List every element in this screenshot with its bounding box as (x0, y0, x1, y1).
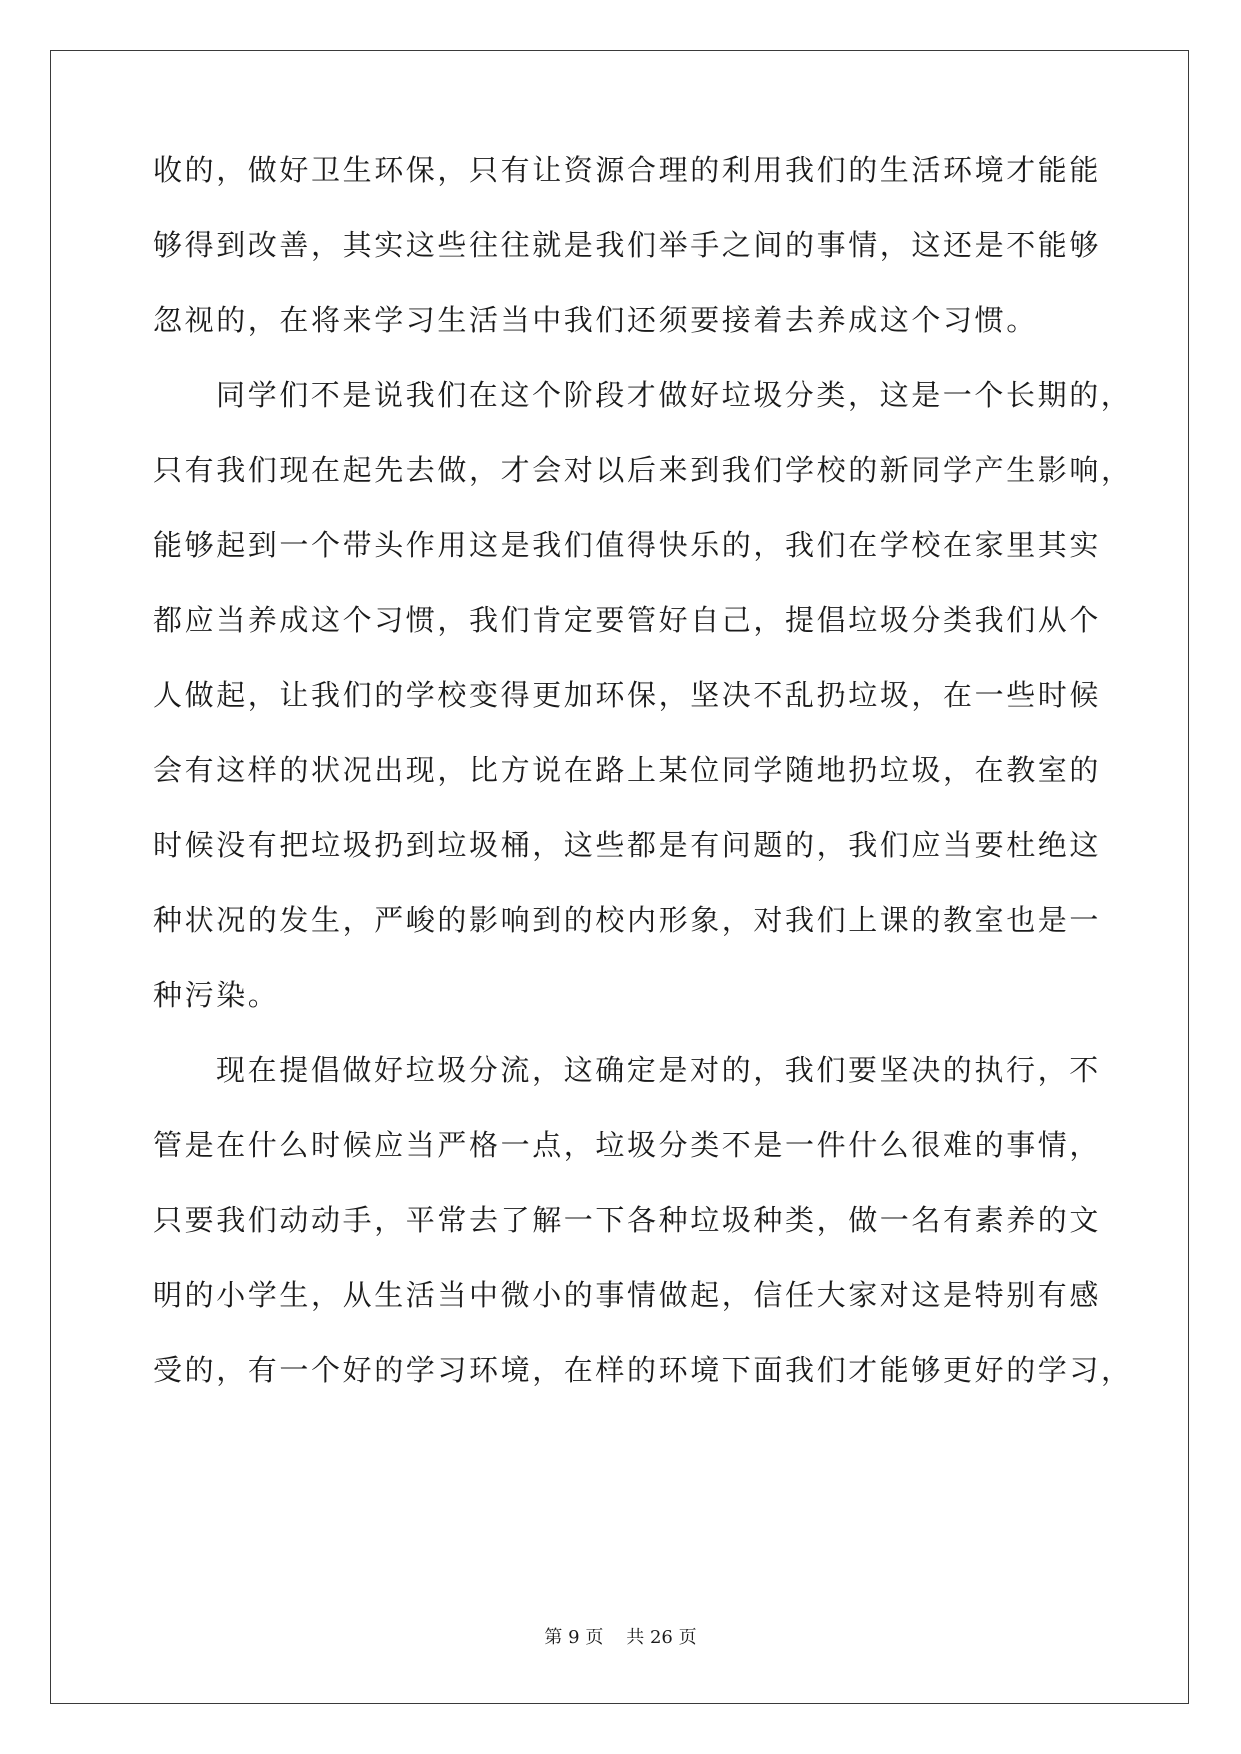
text-line: 收的，做好卫生环保，只有让资源合理的利用我们的生活环境才能能 (153, 153, 1102, 187)
text-line: 明的小学生，从生活当中微小的事情做起，信任大家对这是特别有感 (153, 1278, 1102, 1312)
text-line: 都应当养成这个习惯，我们肯定要管好自己，提倡垃圾分类我们从个 (153, 603, 1102, 637)
text-line: 会有这样的状况出现，比方说在路上某位同学随地扔垃圾，在教室的 (153, 753, 1102, 787)
paragraph-start-line: 现在提倡做好垃圾分流，这确定是对的，我们要坚决的执行，不 (216, 1053, 1101, 1087)
text-line: 够得到改善，其实这些往往就是我们举手之间的事情，这还是不能够 (153, 228, 1102, 262)
text-line: 人做起，让我们的学校变得更加环保，坚决不乱扔垃圾，在一些时候 (153, 678, 1102, 712)
text-line: 受的，有一个好的学习环境，在样的环境下面我们才能够更好的学习， (153, 1353, 1133, 1387)
text-line: 时候没有把垃圾扔到垃圾桶，这些都是有问题的，我们应当要杜绝这 (153, 828, 1102, 862)
text-line: 种状况的发生，严峻的影响到的校内形象，对我们上课的教室也是一 (153, 903, 1102, 937)
text-line: 只要我们动动手，平常去了解一下各种垃圾种类，做一名有素养的文 (153, 1203, 1102, 1237)
page-total: 共 26 页 (626, 1627, 697, 1648)
text-line: 管是在什么时候应当严格一点，垃圾分类不是一件什么很难的事情， (153, 1128, 1102, 1162)
text-line: 能够起到一个带头作用这是我们值得快乐的，我们在学校在家里其实 (153, 528, 1102, 562)
page-number: 第 9 页 (544, 1627, 604, 1648)
paragraph-start-line: 同学们不是说我们在这个阶段才做好垃圾分类，这是一个长期的， (216, 378, 1133, 412)
text-line: 忽视的，在将来学习生活当中我们还须要接着去养成这个习惯。 (153, 303, 1038, 337)
text-line: 种污染。 (153, 978, 280, 1012)
page-footer (0, 1623, 1241, 1649)
text-line: 只有我们现在起先去做，才会对以后来到我们学校的新同学产生影响， (153, 453, 1133, 487)
